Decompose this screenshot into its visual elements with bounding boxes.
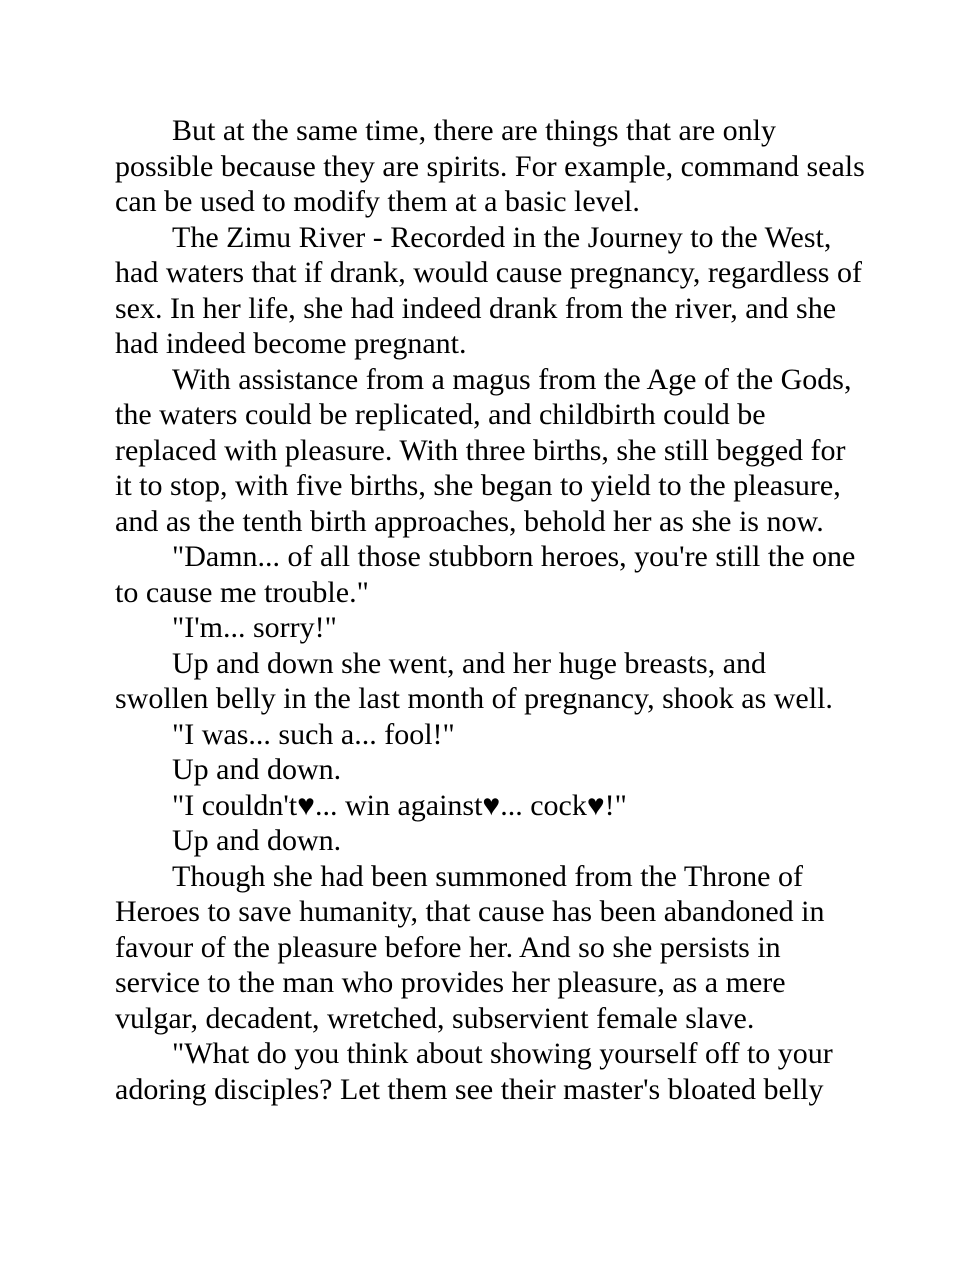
paragraph: Up and down. <box>172 753 342 786</box>
paragraph: Up and down. <box>172 824 342 857</box>
paragraph: The Zimu River - Recorded in the Journey to the West, had waters that if drank, would cause pregnancy, regardless of sex. In her life, she had indeed drank from the river, and she had indeed become pregnant. <box>115 220 862 360</box>
paragraph: "I was... such a... fool!" <box>172 717 455 751</box>
paragraph: Up and down she went, and her huge breasts, and swollen belly in the last month of pregnancy, shook as well. <box>115 646 833 715</box>
paragraph: Though she had been summoned from the Throne of Heroes to save humanity, that cause has been abandoned in favour of the pleasure before her. And so she persists in service to the man who provides her pleasure, as a mere vulgar, decadent, wretched, subservient female slave. <box>115 859 825 1035</box>
paragraph: "I couldn't♥... win against♥... cock♥!" <box>172 788 627 822</box>
paragraph: "Damn... of all those stubborn heroes, you're still the one to cause me trouble." <box>115 540 856 609</box>
paragraph: With assistance from a magus from the Age of the Gods, the waters could be replicated, and childbirth could be replaced with pleasure. With three births, she still begged for it to stop, with five births, she began to yield to the pleasure, and as the tenth birth approaches, behold her as she is now. <box>115 362 852 538</box>
paragraph: "What do you think about showing yourself off to your adoring disciples? Let them see their master's bloated belly <box>115 1037 833 1106</box>
paragraph: "I'm... sorry!" <box>172 611 337 644</box>
paragraph: But at the same time, there are things that are only possible because they are spirits. For example, command seals can be used to modify them at a basic level. <box>115 114 865 218</box>
